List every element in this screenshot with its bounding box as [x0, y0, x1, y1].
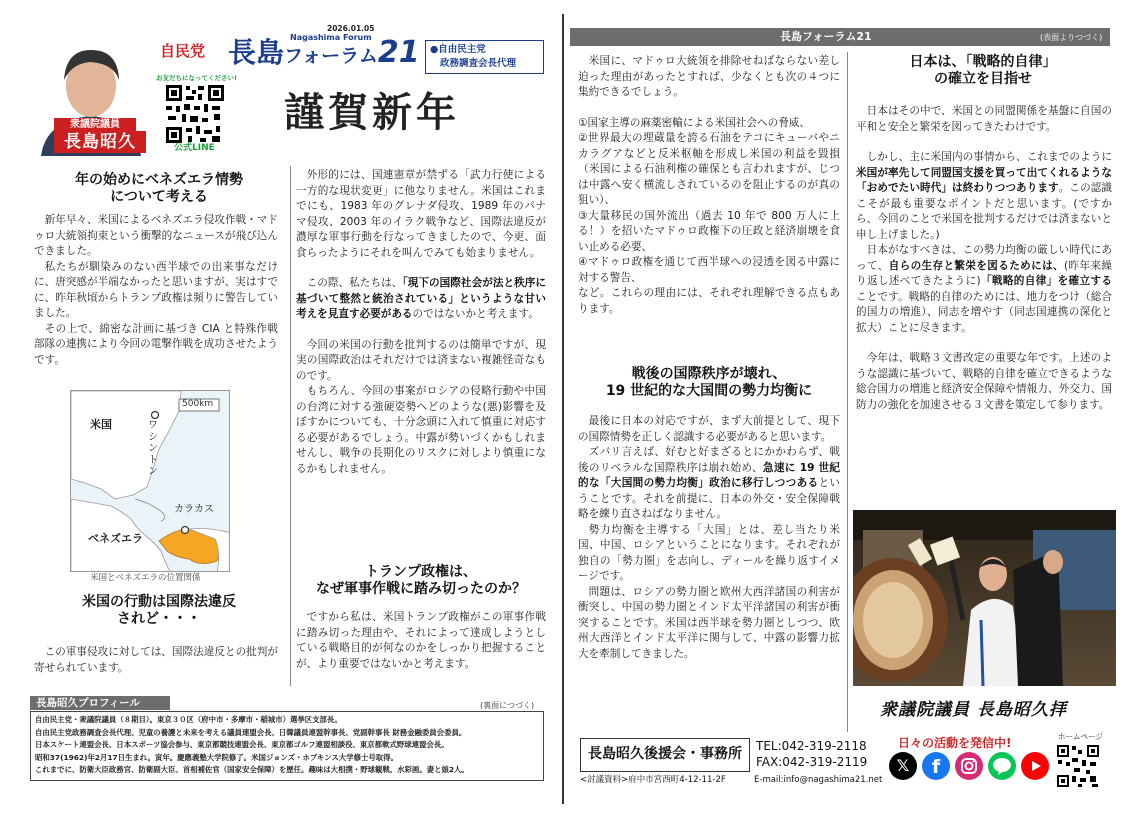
col3-heading-line1: 戦後の国際秩序が壊れ、 — [631, 366, 787, 382]
col4-heading-line1: 日本は、「戦略的自律」 — [909, 54, 1057, 70]
page-fold-divider — [562, 14, 564, 804]
col1-heading2-line2: されど・・・ — [117, 611, 201, 627]
profile-line: 自由民主党・衆議院議員（８期目）。東京３０区（府中市・多摩市・稲城市）選挙区支部長。 — [35, 715, 342, 724]
map-label-washington: ワシントン — [148, 420, 158, 477]
continued-note: (裏面につづく) — [480, 701, 535, 710]
drum-photo — [853, 510, 1116, 686]
footer-email[interactable]: E-mail:info@nagashima21.net — [754, 775, 883, 785]
instagram-icon[interactable] — [955, 752, 983, 780]
col4-para: 今年は、戦略３文書改定の重要な年です。上述のような認識に基づいて、戦略的自律を確立できるような総合国力の増進と経済安全保障や情報力、外交力、国防力の強化を加速させる３文書を策定して参ります。 — [856, 352, 1112, 411]
youtube-icon[interactable] — [1021, 752, 1049, 780]
col2-para-bold: 「現下の国際社会が法と秩序に基づいて整然と統治されている」というような甘い考えを見直す必要がある — [296, 277, 547, 320]
right-page-header-title: 長島フォーラム21 — [780, 30, 872, 43]
col1-heading-line2: について考える — [110, 189, 208, 205]
col3-para: 勢力均衡を主導する「大国」とは、差し当たり米国、中国、ロシアということになります。それぞれが独自の「勢力圏」を志向し、ディールを繰り返すイメージです。 — [578, 523, 840, 582]
col4-para-a: 日本がなすべきは、この勢力均衡の厳しい時代にあって、 — [856, 244, 1112, 272]
map-scale-label: 500km — [182, 399, 214, 409]
header-continued-note: (表面よりつづく) — [1040, 33, 1103, 42]
new-year-greeting: 謹賀新年 — [284, 90, 460, 136]
col2-para: 今回の米国の行動を批判するのは簡単ですが、現実の国際政治はそれだけでは済まない複雑怪奇なものです。 — [296, 338, 546, 382]
col4-body — [856, 104, 1112, 413]
homepage-qr-code[interactable] — [1056, 744, 1100, 788]
col1-para: 新年早々、米国によるベネズエラ侵攻作戦・マドゥロ大統領拘束という衝撃的なニュースが飛び込んできました。 — [34, 214, 278, 257]
profile-box — [30, 711, 544, 781]
col2-para-a: この際、私たちは、 — [306, 277, 403, 289]
rank-label: 衆議院議員 — [54, 118, 136, 131]
col4-para-e: ことです。戦略的自律のためには、地力をつけ（総合的国力の増進）、同志を増やす（同志国連携の深化と拡大）ことに尽きます。 — [856, 290, 1112, 334]
line-icon[interactable] — [988, 752, 1016, 780]
col3-para: 最後に日本の対応ですが、まず大前提として、現下の国際情勢を正しく認識する必要があると思います。 — [578, 415, 840, 443]
footer-fax: FAX:042-319-2119 — [756, 755, 868, 769]
col2-para-c: のではないかと考えます。 — [412, 308, 539, 320]
profile-line: 昭和37(1962)年2月17日生まれ。寅年。慶應義塾大学院修了。米国ジョンズ・ホプキンス大学修士号取得。 — [35, 752, 398, 762]
col1-heading-line1: 年の始めにベネズエラ情勢 — [75, 172, 243, 188]
col4-heading — [852, 54, 1114, 88]
col4-heading-line2: の確立を目指せ — [934, 71, 1032, 87]
x-icon[interactable]: 𝕏 — [889, 752, 917, 780]
map-label-usa: 米国 — [90, 418, 112, 431]
col2-heading-line2: なぜ軍事作戦に踏み切ったのか？ — [316, 581, 526, 597]
footer-org-name: 長島昭久後援会・事務所 — [588, 746, 742, 762]
name-label: 長島昭久 — [54, 131, 146, 153]
qr-caption: お友だちになってください! — [156, 74, 237, 82]
forum-title-num: 21 — [377, 35, 420, 70]
map-label-caracas: カラカス — [174, 504, 214, 515]
col3-heading-line2: 19 世紀的な大国間の勢力均衡に — [605, 383, 813, 399]
homepage-label: ホームページ — [1058, 732, 1103, 741]
col3-para: 問題は、ロシアの勢力圏と欧州大西洋諸国の利害が衝突し、中国の勢力圏とインド太平洋諸国の利害が衝突することです。米国は西半球を勢力圏としつつ、欧州大西洋とインド太平洋に関与して、中露の影響力拡大を牽制してきました。 — [578, 585, 840, 660]
daily-activity-label: 日々の活動を発信中! — [898, 736, 1012, 750]
affiliation-box — [425, 40, 544, 74]
col1-para: この軍事侵攻に対しては、国際法違反との批判が寄せられています。 — [34, 646, 278, 674]
col3-heading — [578, 366, 840, 400]
col3-list-item: ②世界最大の埋蔵量を誇る石油をテコにキューバやニカラグアなどと反米枢軸を形成し米国の利益を毀損（米国による石油利権の確保とも言われますが、じつは中露へ安く横流しされているのを阻止するのが真の狙い）、 — [578, 132, 840, 206]
col3-para-c: ということです。それを前提に、日本の外交・安全保障戦略を練り直さねばなりません。 — [578, 477, 841, 520]
column-divider — [847, 52, 848, 732]
col2-para: 外形的には、国連憲章が禁ずる「武力行使による一方的な現状変更」に他なりません。米国はこれまでにも、1983 年のグレナダ侵攻、1989 年のパナマ侵攻、2003 年のイラク戦争など、国際法違反が濃厚な軍事行動を行なってきましたので、今更、面食らったようにそれを叫んでみても始まりません。 — [296, 169, 546, 259]
profile-line: 日本スケート連盟会長、日本スポーツ協会参与、東京都競技連盟会長、東京都ゴルフ連盟相談役、東京都軟式野球連盟会長。 — [35, 740, 449, 750]
footer-tel: TEL:042-319-2118 — [756, 739, 867, 753]
col4-para: 日本はその中で、米国との同盟関係を基盤に自国の平和と安全と繁栄を図ってきたわけです。 — [856, 105, 1112, 133]
col3-para-bold: 急速に 19 世紀的な「大国間の勢力均衡」政治に移行しつつある — [578, 461, 841, 489]
affiliation-line1: ●自由民主党 — [430, 44, 486, 55]
col3-list-item: ④マドゥロ政権を通じて西半球への浸透を図る中露に対する警告、 — [578, 256, 840, 284]
col4-para-bold2: 「戦略的自律」を確立する — [980, 275, 1112, 287]
col2-heading-line1: トランプ政権は、 — [365, 564, 477, 580]
col1-para: その上で、綿密な計画に基づき CIA と特殊作戦部隊の連携により今回の電撃作戦を成功させたようです。 — [34, 322, 278, 366]
map-caption: 米国とベネズエラの位置関係 — [90, 573, 201, 583]
forum-title-sub: フォーラム — [284, 45, 378, 67]
col3-list-item: ①国家主導の麻薬密輸による米国社会への脅威、 — [578, 116, 810, 129]
facebook-icon[interactable]: f — [922, 752, 950, 780]
col4-para-bold: 自らの生存と繁栄を図るためには、 — [888, 259, 1065, 272]
footer-address: <討議資料>府中市宮西町4-12-11-2F — [580, 775, 726, 785]
col1-body2 — [34, 645, 278, 676]
profile-line: これまでに、防衛大臣政務官、防衛副大臣、首相補佐官（国家安全保障）を歴任。趣味は大相撲・野球観戦、水彩画。妻と娘2人。 — [35, 765, 469, 775]
col3-para — [578, 445, 840, 523]
signature: 衆議院議員 長島昭久拝 — [880, 700, 1067, 720]
col1-para: 私たちが馴染みのない西半球での出来事なだけに、唐突感が半端なかったと思いますが、実はすでに、昨年秋頃からトランプ政権は頻りに警告していました。 — [34, 260, 278, 319]
col1-body — [34, 213, 278, 368]
qr-label: 公式LINE — [174, 143, 215, 153]
col4-para — [856, 243, 1112, 336]
col2-para: もちろん、今回の事案がロシアの侵略行動や中国の台湾に対する強硬姿勢へどのような(悪)影響を及ぼすかについても、十分念頭に入れて慎重に対応する必要があるでしょう。中露が勢いづくかもしれませんし、戦争の長期化のリスクに対しより慎重になるかもしれません。 — [296, 385, 546, 475]
line-qr-code[interactable] — [162, 84, 228, 144]
affiliation-line2: 政務調査会長代理 — [440, 58, 517, 69]
col3-body — [578, 54, 840, 317]
column-divider — [290, 166, 291, 686]
col4-para-c: 。この認識こそが最も重要なポイントだと思います。(ですから、今回のことで米国を批判するだけでは済まないと申し上げました。) — [856, 182, 1113, 241]
col2-body — [296, 168, 546, 477]
col2-heading — [296, 564, 546, 598]
col2-para — [296, 276, 546, 323]
col1-heading2 — [34, 594, 284, 628]
footer-org-box — [580, 738, 750, 772]
col3-para: など。これらの理由には、それぞれ理解できる点もあります。 — [578, 287, 840, 315]
col3-para-a: ズバリ言えば、好むと好まざるとにかかわらず、戦後のリベラルな国際秩序は崩れ始め、 — [578, 446, 840, 474]
col4-para-c: (昨年来繰り返し述べてきたように) — [856, 259, 1113, 287]
col3-para: 米国に、マドゥロ大統領を排除せねばならない差し迫った理由があったとすれば、少なくとも次の４つに集約できるでしょう。 — [578, 55, 840, 98]
col2-body2 — [296, 610, 546, 672]
col4-para — [856, 150, 1112, 243]
right-page-header — [570, 28, 1110, 46]
forum-title-main: 長島 — [228, 36, 285, 69]
col3-list-item: ③大量移民の国外流出（過去 10 年で 800 万人に上る！）を招いたマドゥロ政権下の圧政と経済崩壊を食い止める必要、 — [578, 209, 840, 253]
issue-date: 2026.01.05 — [327, 24, 375, 33]
profile-title: 長島昭久プロフィール — [30, 696, 170, 710]
col4-para-a: しかし、主に米国内の事情から、これまでのように — [866, 151, 1112, 163]
col1-heading — [34, 172, 284, 206]
col4-para-bold: 米国が率先して同盟国支援を買って出てくれるような「おめでたい時代」は終わりつつあります — [856, 166, 1112, 194]
col2-para: ですから私は、米国トランプ政権がこの軍事作戦に踏み切った理由や、それによって達成しようとしている戦略目的が何なのかをしっかり把握することが、より重要ではないかと考えます。 — [296, 611, 546, 670]
map-label-venezuela: ベネズエラ — [88, 532, 143, 545]
col3-body2 — [578, 414, 840, 662]
profile-line: 自由民主党政務調査会長代理、児童の養護と未来を考える議員連盟会長、日韓議員連盟幹事長、党副幹事長 財務金融委員会委員。 — [35, 727, 467, 737]
forum-title-en: Nagashima Forum — [290, 33, 372, 42]
party-label: 自民党 — [160, 42, 206, 60]
col1-heading2-line1: 米国の行動は国際法違反 — [82, 594, 236, 610]
